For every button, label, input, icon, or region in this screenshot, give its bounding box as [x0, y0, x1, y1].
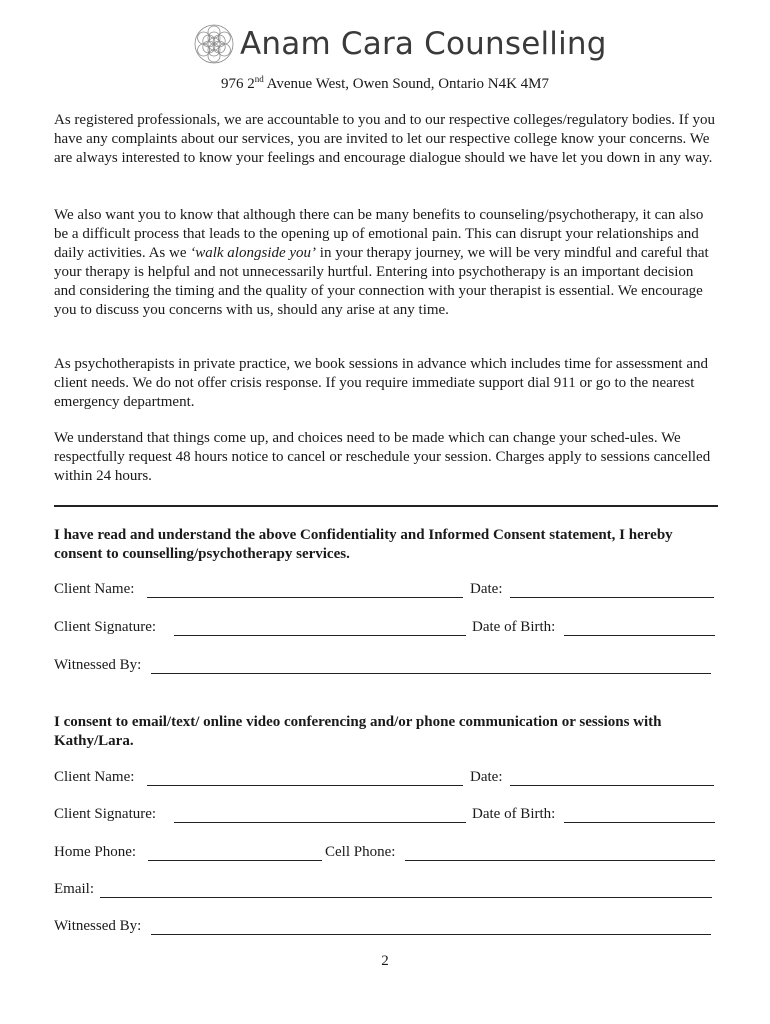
client-name-label: Client Name:	[54, 581, 135, 597]
address-ordinal: nd	[254, 74, 264, 84]
client-name-field[interactable]	[147, 785, 463, 786]
client-name-row-1	[54, 581, 718, 601]
cell-phone-label: Cell Phone:	[325, 844, 396, 860]
email-field[interactable]	[100, 897, 712, 898]
date-of-birth-label: Date of Birth:	[472, 619, 556, 635]
date-field[interactable]	[510, 785, 714, 786]
paragraph-benefits-text-2: in your therapy journey, we will be very mindful and careful that your therapy is helpful and not unnecessarily hurtful. Entering into psychotherapy is an important decision and considering the timing and the quality of your connection with your therapist is essential. We encourage you to discuss you concerns with us, should any arise at any time.	[54, 244, 709, 318]
date-label: Date:	[470, 769, 503, 785]
witnessed-by-field[interactable]	[151, 673, 711, 674]
witnessed-by-field[interactable]	[151, 934, 711, 935]
client-name-row-2	[54, 769, 718, 789]
client-signature-row-1	[54, 619, 718, 639]
home-phone-field[interactable]	[148, 860, 322, 861]
home-phone-label: Home Phone:	[54, 844, 137, 860]
client-signature-label: Client Signature:	[54, 619, 157, 635]
logo	[194, 24, 607, 64]
address-number: 976 2	[220, 76, 255, 92]
client-signature-row-2	[54, 806, 718, 826]
page-number: 2	[381, 953, 389, 969]
paragraph-benefits-text-1: We also want you to know that although there can be many benefits to counseling/psychotherapy, it can also be a difficult process that leads to the opening up of emotional pain. This can disrupt your relationships and daily activities. As we	[54, 207, 704, 261]
paragraph-benefits-italic: ‘walk alongside you’	[190, 244, 317, 261]
paragraph-cancellation: We understand that things come up, and choices need to be made which can change your sched-ules. We respectfully request 48 hours notice to cancel or reschedule your session. Charges apply to sessions cancelled within 24 hours.	[54, 430, 711, 484]
witnessed-by-label: Witnessed By:	[54, 918, 142, 934]
date-label: Date:	[470, 581, 503, 597]
date-of-birth-label: Date of Birth:	[472, 806, 556, 822]
paragraph-accountability: As registered professionals, we are accountable to you and to our respective colleges/regulatory bodies. If you have any complaints about our services, you are invited to let our respective college know your concerns. We are always interested to know your feelings and encourage dialogue should we have let you down in any way.	[54, 112, 716, 166]
consent-statement-communication: I consent to email/text/ online video conferencing and/or phone communication or sessions with Kathy/Lara.	[54, 714, 662, 749]
client-signature-field[interactable]	[174, 635, 466, 636]
cell-phone-field[interactable]	[405, 860, 715, 861]
header	[0, 24, 770, 68]
email-label: Email:	[54, 881, 94, 897]
phone-row	[54, 844, 718, 864]
consent-statement-services: I have read and understand the above Confidentiality and Informed Consent statement, I hereby consent to counselling/psychotherapy services.	[54, 527, 673, 562]
flower-of-life-icon	[194, 24, 234, 64]
address	[0, 74, 770, 93]
brand-name: Anam Cara Counselling	[240, 26, 607, 62]
client-signature-label: Client Signature:	[54, 806, 157, 822]
email-row	[54, 881, 718, 901]
witnessed-row-1	[54, 657, 718, 677]
section-divider	[54, 505, 718, 507]
client-signature-field[interactable]	[174, 822, 466, 823]
date-of-birth-field[interactable]	[564, 822, 715, 823]
date-field[interactable]	[510, 597, 714, 598]
client-name-label: Client Name:	[54, 769, 135, 785]
date-of-birth-field[interactable]	[564, 635, 715, 636]
paragraph-benefits	[54, 206, 718, 319]
client-name-field[interactable]	[147, 597, 463, 598]
address-rest: Avenue West, Owen Sound, Ontario N4K 4M7	[263, 76, 550, 92]
paragraph-private-practice: As psychotherapists in private practice, we book sessions in advance which includes time for assessment and client needs. We do not offer crisis response. If you require immediate support dial 911 or go to the nearest emergency department.	[54, 356, 709, 410]
witnessed-row-2	[54, 918, 718, 938]
witnessed-by-label: Witnessed By:	[54, 657, 142, 673]
